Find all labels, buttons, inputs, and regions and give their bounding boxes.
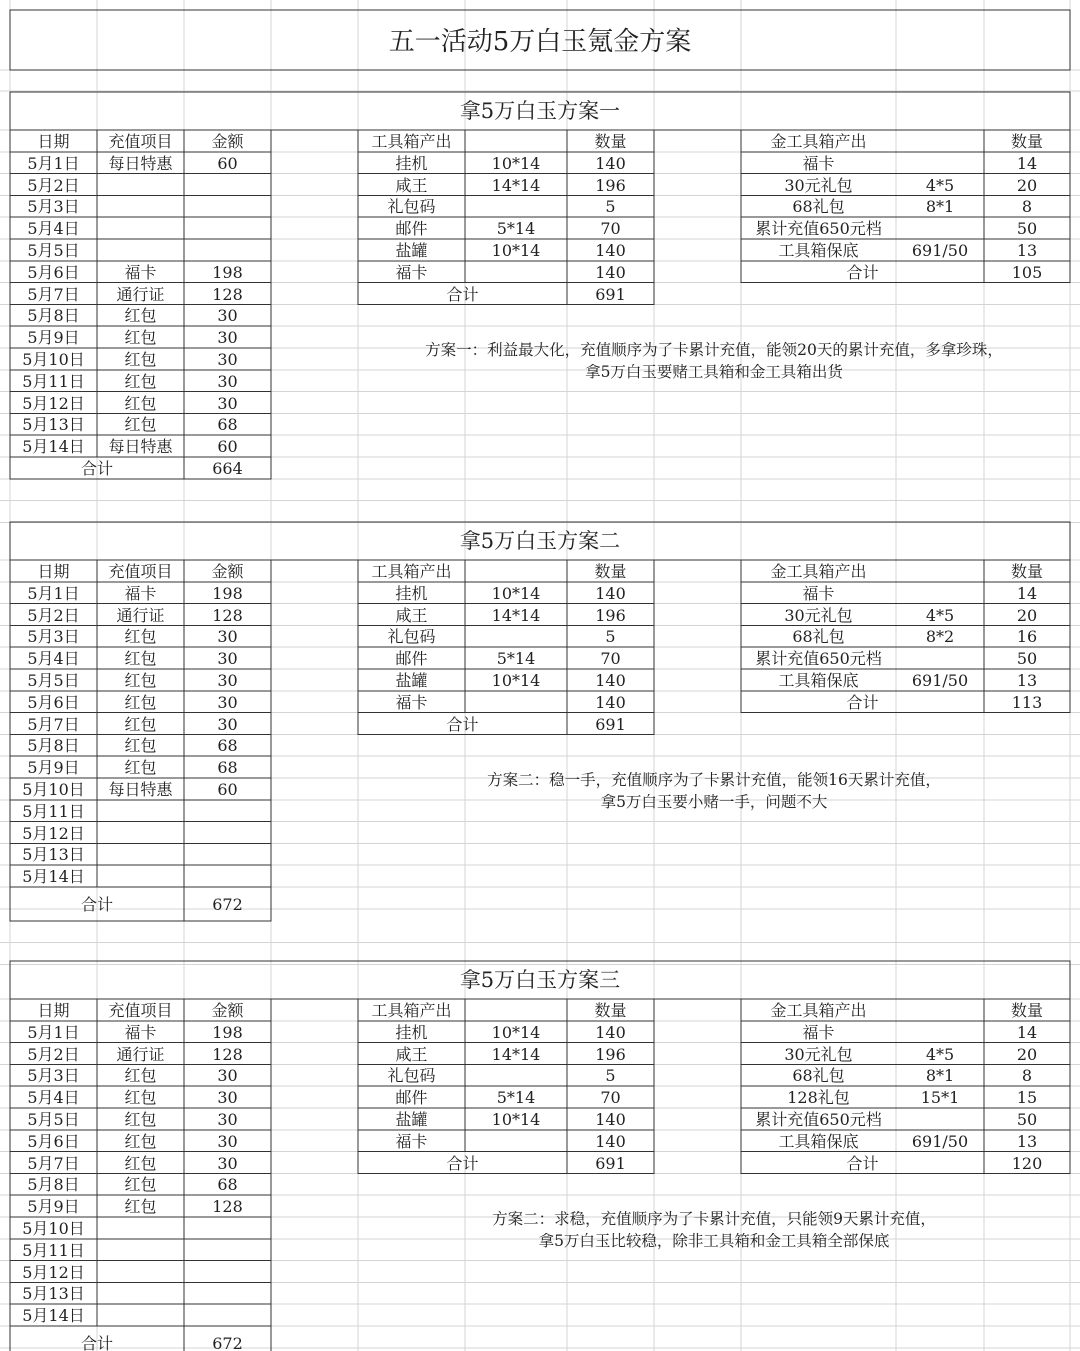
gold-toolbox-cell: 50 xyxy=(1016,649,1038,669)
recharge-cell: 红包 xyxy=(124,1110,157,1129)
toolbox-cell: 14*14 xyxy=(491,175,541,195)
recharge-cell xyxy=(184,823,271,845)
recharge-cell xyxy=(97,801,184,823)
toolbox-cell: 5 xyxy=(605,627,616,647)
gold-toolbox-cell: 4*5 xyxy=(925,175,955,195)
toolbox-header: 工具箱产出 xyxy=(371,562,452,581)
toolbox-cell xyxy=(465,262,567,284)
recharge-cell: 5月8日 xyxy=(27,306,80,326)
recharge-cell: 5月4日 xyxy=(27,649,80,669)
recharge-cell: 198 xyxy=(212,262,243,282)
toolbox-header xyxy=(465,1000,567,1022)
recharge-cell: 5月13日 xyxy=(22,415,85,435)
toolbox-cell: 196 xyxy=(595,175,626,195)
recharge-cell: 每日特惠 xyxy=(108,780,173,799)
recharge-cell: 5月7日 xyxy=(27,1153,80,1173)
toolbox-cell: 礼包码 xyxy=(387,197,436,217)
toolbox-cell: 140 xyxy=(595,1110,626,1129)
recharge-header: 充值项目 xyxy=(108,132,173,151)
gold-toolbox-cell: 50 xyxy=(1016,1110,1038,1129)
plan-note-line: 拿5万白玉要小赌一手，问题不大 xyxy=(600,793,828,812)
recharge-total-value: 664 xyxy=(212,459,243,478)
gold-toolbox-header xyxy=(896,561,984,583)
toolbox-cell: 5*14 xyxy=(496,219,536,239)
gold-toolbox-cell: 工具箱保底 xyxy=(778,671,859,690)
gold-toolbox-cell: 累计充值650元档 xyxy=(755,649,882,669)
toolbox-cell: 14*14 xyxy=(491,1044,541,1064)
recharge-cell: 68 xyxy=(217,1175,238,1195)
toolbox-cell: 福卡 xyxy=(395,1131,428,1151)
toolbox-cell: 挂机 xyxy=(395,1022,428,1042)
toolbox-cell: 盐罐 xyxy=(395,1110,428,1129)
toolbox-total-value: 691 xyxy=(595,284,626,304)
recharge-cell: 红包 xyxy=(124,350,157,369)
gold-toolbox-header: 数量 xyxy=(1010,1001,1043,1020)
recharge-cell xyxy=(97,1305,184,1327)
gold-toolbox-cell xyxy=(896,583,984,605)
toolbox-cell: 70 xyxy=(600,219,621,239)
recharge-cell xyxy=(97,1283,184,1305)
toolbox-cell: 咸王 xyxy=(395,1044,428,1064)
gold-toolbox-cell: 20 xyxy=(1016,1044,1038,1064)
gold-toolbox-total-value: 105 xyxy=(1011,262,1043,282)
gold-toolbox-cell xyxy=(896,648,984,670)
toolbox-cell: 邮件 xyxy=(395,1088,428,1108)
gold-toolbox-header xyxy=(896,1000,984,1022)
toolbox-cell xyxy=(465,692,567,714)
gold-toolbox-cell: 福卡 xyxy=(802,583,835,603)
recharge-cell: 5月4日 xyxy=(27,1088,80,1108)
recharge-header: 日期 xyxy=(37,1001,70,1020)
recharge-total-label: 合计 xyxy=(80,1334,113,1351)
recharge-cell: 红包 xyxy=(124,758,157,778)
gold-toolbox-cell: 128礼包 xyxy=(787,1088,850,1108)
gold-toolbox-cell: 累计充值650元档 xyxy=(755,219,882,239)
recharge-cell: 5月10日 xyxy=(22,1219,85,1238)
recharge-cell: 5月6日 xyxy=(27,692,80,712)
recharge-cell: 红包 xyxy=(124,649,157,669)
recharge-cell: 红包 xyxy=(124,1131,157,1151)
gold-toolbox-cell: 691/50 xyxy=(911,1131,969,1151)
toolbox-cell: 140 xyxy=(595,262,626,282)
recharge-cell: 5月11日 xyxy=(22,801,85,821)
recharge-cell: 5月4日 xyxy=(27,219,80,239)
gold-toolbox-cell: 14 xyxy=(1016,153,1038,173)
gold-toolbox-cell: 福卡 xyxy=(802,153,835,173)
gold-toolbox-cell: 8*1 xyxy=(925,1066,955,1086)
recharge-cell: 通行证 xyxy=(116,284,165,304)
gold-toolbox-cell: 30元礼包 xyxy=(784,1044,853,1064)
gold-toolbox-cell: 15*1 xyxy=(920,1088,960,1108)
recharge-cell: 5月14日 xyxy=(22,437,85,457)
recharge-cell: 5月14日 xyxy=(22,867,85,887)
gold-toolbox-cell: 15 xyxy=(1016,1088,1038,1108)
gold-toolbox-cell xyxy=(896,153,984,175)
recharge-cell: 198 xyxy=(212,1022,243,1042)
gold-toolbox-cell: 福卡 xyxy=(802,1022,835,1042)
gold-toolbox-total-label: 合计 xyxy=(846,262,879,282)
gold-toolbox-cell: 16 xyxy=(1016,627,1038,647)
toolbox-cell: 5 xyxy=(605,197,616,217)
recharge-cell xyxy=(184,801,271,823)
recharge-cell: 红包 xyxy=(124,1175,157,1195)
recharge-header: 金额 xyxy=(211,562,244,581)
gold-toolbox-cell: 50 xyxy=(1016,219,1038,239)
recharge-cell: 68 xyxy=(217,415,238,435)
gold-toolbox-cell: 20 xyxy=(1016,175,1038,195)
recharge-cell: 5月12日 xyxy=(22,823,85,843)
plan-note-line: 方案一：利益最大化，充值顺序为了卡累计充值，能领20天的累计充值，多拿珍珠， xyxy=(425,341,1003,360)
recharge-cell: 128 xyxy=(212,605,243,625)
toolbox-header: 数量 xyxy=(594,132,627,151)
plan-note-line: 拿5万白玉要赌工具箱和金工具箱出货 xyxy=(585,363,843,382)
recharge-cell xyxy=(97,240,184,262)
toolbox-header xyxy=(465,131,567,153)
recharge-cell: 30 xyxy=(217,371,238,391)
recharge-cell xyxy=(184,866,271,888)
gold-toolbox-cell: 累计充值650元档 xyxy=(755,1110,882,1129)
recharge-cell: 5月2日 xyxy=(27,175,80,195)
toolbox-header: 数量 xyxy=(594,562,627,581)
gold-toolbox-cell xyxy=(896,1022,984,1044)
toolbox-cell: 邮件 xyxy=(395,649,428,669)
gold-toolbox-cell: 13 xyxy=(1016,241,1038,260)
recharge-cell: 60 xyxy=(217,153,238,173)
recharge-cell: 5月6日 xyxy=(27,1131,80,1151)
recharge-cell: 5月8日 xyxy=(27,1175,80,1195)
recharge-cell: 5月5日 xyxy=(27,241,80,260)
gold-toolbox-cell: 工具箱保底 xyxy=(778,1131,859,1151)
toolbox-cell: 礼包码 xyxy=(387,1066,436,1086)
recharge-cell: 红包 xyxy=(124,692,157,712)
gold-toolbox-total-value: 113 xyxy=(1011,692,1043,712)
recharge-cell xyxy=(97,823,184,845)
recharge-cell: 5月1日 xyxy=(27,153,80,173)
recharge-cell xyxy=(184,1262,271,1284)
recharge-cell xyxy=(97,1262,184,1284)
plan-note-line: 方案二：求稳，充值顺序为了卡累计充值，只能领9天累计充值， xyxy=(492,1210,936,1229)
recharge-cell: 5月10日 xyxy=(22,350,85,369)
recharge-cell: 128 xyxy=(212,1044,243,1064)
toolbox-cell: 196 xyxy=(595,1044,626,1064)
recharge-cell xyxy=(184,218,271,240)
gold-toolbox-cell: 691/50 xyxy=(911,241,969,260)
recharge-cell: 5月2日 xyxy=(27,605,80,625)
recharge-total-label: 合计 xyxy=(80,459,113,478)
recharge-cell xyxy=(184,196,271,218)
toolbox-cell: 福卡 xyxy=(395,692,428,712)
toolbox-total-value: 691 xyxy=(595,714,626,734)
recharge-cell: 红包 xyxy=(124,1088,157,1108)
toolbox-cell: 礼包码 xyxy=(387,627,436,647)
toolbox-cell: 10*14 xyxy=(491,671,541,690)
recharge-cell: 通行证 xyxy=(116,1044,165,1064)
toolbox-cell xyxy=(465,626,567,648)
recharge-header: 金额 xyxy=(211,1001,244,1020)
toolbox-cell: 10*14 xyxy=(491,1022,541,1042)
recharge-header: 日期 xyxy=(37,562,70,581)
toolbox-header: 工具箱产出 xyxy=(371,1001,452,1020)
toolbox-cell xyxy=(465,1065,567,1087)
toolbox-cell: 盐罐 xyxy=(395,241,428,260)
toolbox-cell: 咸王 xyxy=(395,605,428,625)
toolbox-cell: 140 xyxy=(595,1022,626,1042)
toolbox-cell: 5*14 xyxy=(496,649,536,669)
gold-toolbox-cell: 68礼包 xyxy=(792,197,845,217)
recharge-cell: 30 xyxy=(217,306,238,326)
gold-toolbox-cell: 20 xyxy=(1016,605,1038,625)
toolbox-header: 数量 xyxy=(594,1001,627,1020)
gold-toolbox-header: 金工具箱产出 xyxy=(770,1001,867,1020)
plan-title: 拿5万白玉方案一 xyxy=(459,99,621,123)
recharge-total-label: 合计 xyxy=(80,895,113,914)
recharge-cell: 5月12日 xyxy=(22,393,85,413)
recharge-cell: 福卡 xyxy=(124,583,157,603)
gold-toolbox-cell: 30元礼包 xyxy=(784,175,853,195)
recharge-cell: 红包 xyxy=(124,1153,157,1173)
recharge-cell: 红包 xyxy=(124,328,157,348)
toolbox-total-value: 691 xyxy=(595,1153,626,1173)
toolbox-cell: 5*14 xyxy=(496,1088,536,1108)
recharge-header: 日期 xyxy=(37,132,70,151)
gold-toolbox-cell: 30元礼包 xyxy=(784,605,853,625)
toolbox-cell: 70 xyxy=(600,1088,621,1108)
recharge-cell: 5月14日 xyxy=(22,1306,85,1326)
toolbox-cell xyxy=(465,1131,567,1153)
recharge-cell xyxy=(184,1305,271,1327)
recharge-cell xyxy=(184,175,271,197)
recharge-cell: 30 xyxy=(217,714,238,734)
toolbox-cell: 140 xyxy=(595,583,626,603)
recharge-cell: 30 xyxy=(217,350,238,369)
gold-toolbox-cell: 68礼包 xyxy=(792,627,845,647)
recharge-cell xyxy=(184,1218,271,1240)
gold-toolbox-header: 金工具箱产出 xyxy=(770,132,867,151)
gold-toolbox-cell: 工具箱保底 xyxy=(778,241,859,260)
recharge-cell xyxy=(97,844,184,866)
gold-toolbox-cell: 14 xyxy=(1016,1022,1038,1042)
page-title: 五一活动5万白玉氪金方案 xyxy=(388,27,692,57)
recharge-cell: 30 xyxy=(217,627,238,647)
recharge-cell xyxy=(97,1240,184,1262)
gold-toolbox-header: 数量 xyxy=(1010,562,1043,581)
toolbox-cell: 5 xyxy=(605,1066,616,1086)
gold-toolbox-total-label: 合计 xyxy=(846,692,879,712)
recharge-total-value: 672 xyxy=(212,895,243,914)
recharge-cell xyxy=(184,844,271,866)
toolbox-cell: 140 xyxy=(595,671,626,690)
recharge-cell: 5月1日 xyxy=(27,1022,80,1042)
recharge-cell xyxy=(97,175,184,197)
recharge-cell: 红包 xyxy=(124,714,157,734)
recharge-cell xyxy=(97,1218,184,1240)
recharge-cell: 30 xyxy=(217,1066,238,1086)
recharge-cell: 30 xyxy=(217,1110,238,1129)
recharge-cell: 30 xyxy=(217,1088,238,1108)
recharge-cell: 5月11日 xyxy=(22,371,85,391)
recharge-cell: 5月5日 xyxy=(27,671,80,690)
recharge-cell: 5月3日 xyxy=(27,627,80,647)
recharge-cell: 5月8日 xyxy=(27,736,80,756)
gold-toolbox-cell: 4*5 xyxy=(925,605,955,625)
toolbox-cell xyxy=(465,196,567,218)
recharge-cell: 红包 xyxy=(124,415,157,435)
recharge-cell: 128 xyxy=(212,284,243,304)
recharge-cell: 5月12日 xyxy=(22,1262,85,1282)
recharge-cell: 30 xyxy=(217,1131,238,1151)
gold-toolbox-header: 金工具箱产出 xyxy=(770,562,867,581)
recharge-cell: 68 xyxy=(217,758,238,778)
toolbox-total-label: 合计 xyxy=(446,1153,479,1173)
recharge-cell: 30 xyxy=(217,328,238,348)
recharge-cell: 5月6日 xyxy=(27,262,80,282)
plan-title: 拿5万白玉方案二 xyxy=(459,529,621,553)
plan-title: 拿5万白玉方案三 xyxy=(459,968,621,992)
toolbox-cell: 14*14 xyxy=(491,605,541,625)
recharge-cell: 5月3日 xyxy=(27,1066,80,1086)
recharge-cell: 198 xyxy=(212,583,243,603)
toolbox-cell: 盐罐 xyxy=(395,671,428,690)
recharge-cell: 福卡 xyxy=(124,1022,157,1042)
toolbox-cell: 咸王 xyxy=(395,175,428,195)
gold-toolbox-cell: 14 xyxy=(1016,583,1038,603)
recharge-cell: 60 xyxy=(217,437,238,457)
toolbox-cell: 140 xyxy=(595,153,626,173)
recharge-cell: 每日特惠 xyxy=(108,153,173,173)
gold-toolbox-cell: 13 xyxy=(1016,671,1038,690)
gold-toolbox-cell xyxy=(896,218,984,240)
recharge-header: 充值项目 xyxy=(108,562,173,581)
gold-toolbox-header xyxy=(896,131,984,153)
gold-toolbox-cell: 4*5 xyxy=(925,1044,955,1064)
toolbox-cell: 140 xyxy=(595,241,626,260)
gold-toolbox-total-label: 合计 xyxy=(846,1153,879,1173)
toolbox-cell: 140 xyxy=(595,692,626,712)
recharge-cell: 5月9日 xyxy=(27,758,80,778)
gold-toolbox-cell: 8 xyxy=(1021,197,1033,217)
recharge-cell: 红包 xyxy=(124,627,157,647)
plan-note-line: 拿5万白玉比较稳，除非工具箱和金工具箱全部保底 xyxy=(538,1232,890,1251)
toolbox-cell: 挂机 xyxy=(395,153,428,173)
recharge-cell: 30 xyxy=(217,1153,238,1173)
recharge-cell: 5月10日 xyxy=(22,780,85,799)
toolbox-cell: 196 xyxy=(595,605,626,625)
toolbox-cell: 福卡 xyxy=(395,262,428,282)
recharge-cell: 5月3日 xyxy=(27,197,80,217)
recharge-cell: 5月13日 xyxy=(22,845,85,865)
recharge-cell: 红包 xyxy=(124,393,157,413)
gold-toolbox-cell: 13 xyxy=(1016,1131,1038,1151)
recharge-cell: 红包 xyxy=(124,1197,157,1217)
recharge-cell: 红包 xyxy=(124,1066,157,1086)
recharge-cell: 5月11日 xyxy=(22,1240,85,1260)
recharge-cell xyxy=(184,1283,271,1305)
recharge-cell xyxy=(184,1240,271,1262)
recharge-cell xyxy=(97,866,184,888)
toolbox-cell: 邮件 xyxy=(395,219,428,239)
toolbox-cell: 10*14 xyxy=(491,153,541,173)
gold-toolbox-cell: 8 xyxy=(1021,1066,1033,1086)
recharge-cell: 30 xyxy=(217,671,238,690)
recharge-cell: 通行证 xyxy=(116,605,165,625)
recharge-cell: 30 xyxy=(217,649,238,669)
recharge-cell xyxy=(97,218,184,240)
recharge-cell: 红包 xyxy=(124,671,157,690)
recharge-cell: 每日特惠 xyxy=(108,437,173,457)
recharge-cell: 福卡 xyxy=(124,262,157,282)
recharge-cell xyxy=(184,240,271,262)
recharge-cell: 红包 xyxy=(124,306,157,326)
gold-toolbox-cell: 691/50 xyxy=(911,671,969,690)
recharge-cell: 5月2日 xyxy=(27,1044,80,1064)
recharge-cell: 5月9日 xyxy=(27,1197,80,1217)
recharge-header: 充值项目 xyxy=(108,1001,173,1020)
recharge-cell: 5月5日 xyxy=(27,1110,80,1129)
recharge-cell: 5月7日 xyxy=(27,714,80,734)
recharge-cell: 红包 xyxy=(124,736,157,756)
recharge-cell: 5月1日 xyxy=(27,583,80,603)
recharge-cell: 128 xyxy=(212,1197,243,1217)
gold-toolbox-total-value: 120 xyxy=(1011,1153,1043,1173)
recharge-cell: 68 xyxy=(217,736,238,756)
recharge-cell xyxy=(97,196,184,218)
recharge-header: 金额 xyxy=(211,132,244,151)
recharge-cell: 30 xyxy=(217,692,238,712)
toolbox-cell: 70 xyxy=(600,649,621,669)
toolbox-cell: 10*14 xyxy=(491,241,541,260)
recharge-cell: 30 xyxy=(217,393,238,413)
recharge-cell: 5月13日 xyxy=(22,1284,85,1304)
gold-toolbox-cell: 8*1 xyxy=(925,197,955,217)
gold-toolbox-cell xyxy=(896,1109,984,1131)
toolbox-header xyxy=(465,561,567,583)
recharge-cell: 5月9日 xyxy=(27,328,80,348)
gold-toolbox-cell: 8*2 xyxy=(925,627,955,647)
gold-toolbox-header: 数量 xyxy=(1010,132,1043,151)
toolbox-header: 工具箱产出 xyxy=(371,132,452,151)
recharge-cell: 红包 xyxy=(124,371,157,391)
recharge-cell: 5月7日 xyxy=(27,284,80,304)
gold-toolbox-cell: 68礼包 xyxy=(792,1066,845,1086)
recharge-total-value: 672 xyxy=(212,1334,243,1351)
toolbox-total-label: 合计 xyxy=(446,714,479,734)
toolbox-cell: 挂机 xyxy=(395,583,428,603)
toolbox-total-label: 合计 xyxy=(446,284,479,304)
toolbox-cell: 10*14 xyxy=(491,1110,541,1129)
toolbox-cell: 140 xyxy=(595,1131,626,1151)
recharge-cell: 60 xyxy=(217,780,238,799)
toolbox-cell: 10*14 xyxy=(491,583,541,603)
plan-note-line: 方案二：稳一手，充值顺序为了卡累计充值，能领16天累计充值， xyxy=(487,771,941,790)
